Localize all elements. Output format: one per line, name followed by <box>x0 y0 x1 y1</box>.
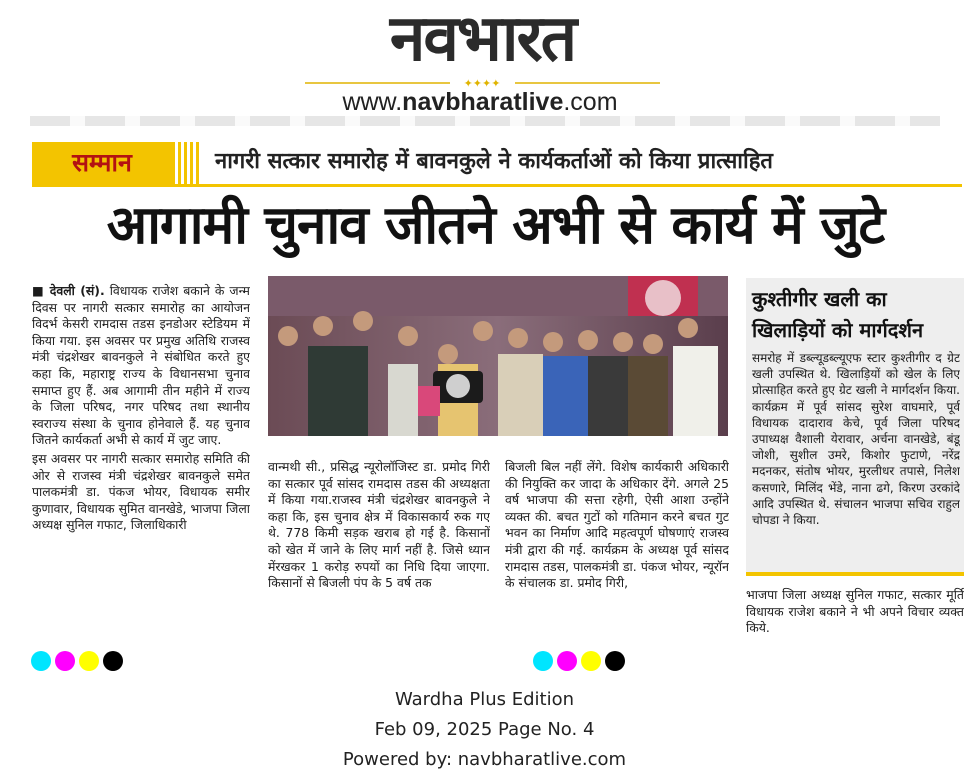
kicker-underline <box>32 184 962 187</box>
square-bullet-icon: ■ <box>32 283 45 298</box>
kicker-headline: नागरी सत्कार समारोह में बावनकुले ने कार्यकर्ताओं को किया प्रात्साहित <box>215 149 773 174</box>
logo-sparkle-divider <box>305 78 660 88</box>
kicker-tag <box>32 142 172 184</box>
powered-by-label: Powered by: navbharatlive.com <box>342 749 627 770</box>
dateline: देवली (सं). <box>49 283 105 298</box>
sidebar-title: कुश्तीगीर खली का खिलाड़ियों को मार्गदर्शन <box>752 287 924 342</box>
main-headline: आगामी चुनाव जीतने अभी से कार्य में जुटे <box>106 195 885 256</box>
article-column-3: बिजली बिल नहीं लेंगे. विशेष कार्यकारी अधिकारी की नियुक्ति कर जादा के अधिकार देंगे. अगले 25 वर्ष भाजपा की सत्ता रहेगी, ऐसी आशा उन्होंने व्यक्त की. बचत गुटों को गतिमान करने बचत गुट भवन का निर्माण आदि महत्वपूर्ण घोषणाएं राजस्व मंत्री द्वारा की गई. कार्यक्रम के अध्यक्ष पूर्व सांसद रामदास तडस, पालकमंत्री डा. पंकज भोयर, न्यूरॉन के संचालक डा. प्रमोद गिरी, <box>505 459 729 591</box>
kicker-stripes <box>172 142 202 184</box>
registration-yellow-dot <box>79 651 99 671</box>
kicker-tag-label: सम्मान <box>72 148 132 177</box>
edition-label: Wardha Plus Edition <box>395 689 574 710</box>
registration-black-dot <box>103 651 123 671</box>
article-column-1 <box>32 283 250 645</box>
newspaper-logo: नवभारत <box>389 2 576 76</box>
col1-paragraph-2: इस अवसर पर नागरी सत्कार समारोह समिति की ओर से राजस्व मंत्री चंद्रशेखर बावनकुले समेत पालकमंत्री डा. पंकज भोयर, विधायक समीर कुणावार, विधायक सुमित वानखेडे, भाजपा जिला अध्यक्ष सुनिल गफाट, जिलाधिकारी <box>32 450 250 533</box>
sidebar-continuation: भाजपा जिला अध्यक्ष सुनिल गफाट, सत्कार मूर्ति विधायक राजेश बकाने ने भी अपने विचार व्यक्त किये. <box>746 587 964 636</box>
registration-magenta-dot <box>55 651 75 671</box>
article-column-2: वान्मथी सी., प्रसिद्ध न्यूरोलॉजिस्ट डा. प्रमोद गिरी का सत्कार पूर्व सांसद रामदास तडस की अध्यक्षता में किया गया.राजस्व मंत्री चंद्रशेखर बावनकुले ने कहा कि, इस चुनाव क्षेत्र में विकासकार्य रुक गए थे. 778 किमी सड़क खराब हो गई है. किसानों को खेत में जाने के लिए मार्ग नहीं है. जिसे ध्यान मेंरखकर 1 करोड़ रुपयों का निधि दिया जाएगा. किसानों से बिजली पंप के 5 वर्ष तक <box>268 459 490 591</box>
col1-paragraph-1: विधायक राजेश बकाने के जन्म दिवस पर नागरी सत्कार समारोह का आयोजन विदर्भ केसरी रामदास तडस इनडोअर स्टेडियम में किया गया. इस अवसर पर प्रमुख अतिथि राजस्व मंत्री चंद्रशेखर बावनकुले ने संबोधित करते हुए कहा कि, महाराष्ट्र राज्य के विधानसभा चुनाव समाप्त हुए हैं. अब आगामी तीन महीने में राज्य के जिला परिषद, नगर परिषद तथा स्थानीय स्वराज्य संस्था के चुनाव होनेवाले हैं. यह चुनाव जितने कार्यकर्ता अभी से कार्य में जुट जाए. <box>32 283 250 448</box>
registration-black-dot <box>605 651 625 671</box>
registration-yellow-dot <box>581 651 601 671</box>
sidebar-body: समरोह में डब्ल्यूडब्ल्यूएफ स्टार कुश्तीगीर द ग्रेट खली उपस्थित थे. खिलाड़ियों को खेल के लिए प्रोत्साहित करते हुए ग्रेट खली ने मार्गदर्शन किया. कार्यक्रम में पूर्व सांसद सुरेश वाघमारे, पूर्व विधायक दादाराव केचे, पूर्व जिला परिषद उपाध्यक्ष वैशाली येरावार, अर्चना वानखेडे, बंडू जोशी, सुशील उमरे, किशोर फुटाणे, नरेंद्र मदनकर, संतोष भोयर, मुरलीधर तपासे, निलेश कसणारे, मिलिंद भेंडे, नाना ढगे, किरण उरकांदे आदि उपस्थित थे. संचालन भाजपा सचिव राहुल चोपडा ने किया. <box>752 351 960 528</box>
svg-text:✦✦✦✦: ✦✦✦✦ <box>463 78 501 88</box>
date-page-label: Feb 09, 2025 Page No. 4 <box>374 719 595 740</box>
registration-cyan-dot <box>31 651 51 671</box>
site-url: www.navbharatlive.com <box>342 88 618 116</box>
event-photo <box>268 276 728 436</box>
bleed-through-strip <box>30 116 940 126</box>
registration-cyan-dot <box>533 651 553 671</box>
registration-magenta-dot <box>557 651 577 671</box>
